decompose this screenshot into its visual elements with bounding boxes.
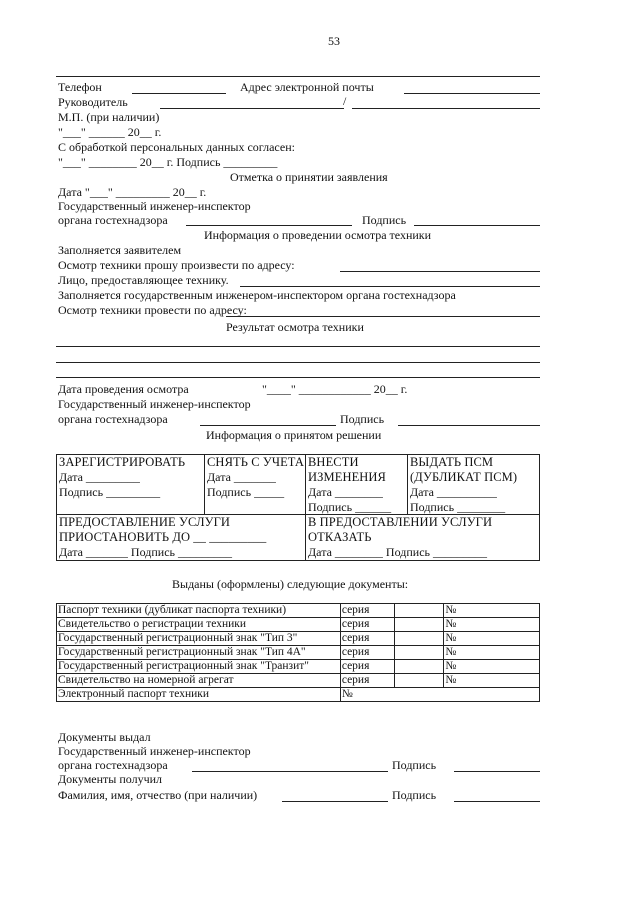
result-inspector-line1: Государственный инженер-инспектор bbox=[58, 397, 251, 411]
received-fio-label: Фамилия, имя, отчество (при наличии) bbox=[58, 788, 258, 802]
table-row bbox=[57, 618, 540, 632]
document-name: Свидетельство на номерной агрегат bbox=[57, 674, 341, 688]
document-series-label: серия bbox=[340, 632, 394, 646]
document-name: Паспорт техники (дубликат паспорта техники) bbox=[57, 604, 341, 618]
duplicate-sign: Подпись ________ bbox=[410, 500, 506, 514]
deregister-title: СНЯТЬ С УЧЕТА bbox=[207, 455, 305, 469]
document-series-field[interactable] bbox=[394, 660, 444, 674]
inspector-fills-note: Заполняется государственным инженером-инспектором органа гостехнадзора bbox=[58, 288, 456, 302]
inspection-address-request-line[interactable] bbox=[340, 271, 540, 272]
result-date-label: Дата проведения осмотра bbox=[58, 382, 189, 396]
decision-deregister-cell[interactable] bbox=[204, 454, 306, 515]
result-line-1[interactable] bbox=[56, 346, 540, 347]
document-name: Государственный регистрационный знак "Тип 4А" bbox=[57, 646, 341, 660]
acceptance-inspector-line[interactable] bbox=[186, 225, 352, 226]
document-series-field[interactable] bbox=[394, 604, 444, 618]
provider-line[interactable] bbox=[240, 286, 540, 287]
decision-amend-cell[interactable] bbox=[305, 454, 408, 515]
page-number: 53 bbox=[328, 34, 340, 48]
document-number-field[interactable]: № bbox=[444, 674, 540, 688]
register-date: Дата _________ bbox=[59, 470, 140, 484]
applicant-fills-note: Заполняется заявителем bbox=[58, 243, 182, 257]
head-sign-line[interactable] bbox=[352, 108, 540, 109]
register-title: ЗАРЕГИСТРИРОВАТЬ bbox=[59, 455, 186, 469]
head-slash: / bbox=[343, 94, 347, 108]
received-signature-line[interactable] bbox=[454, 801, 540, 802]
documents-title: Выданы (оформлены) следующие документы: bbox=[172, 577, 409, 591]
inspection-title: Информация о проведении осмотра техники bbox=[204, 228, 432, 242]
acceptance-signature-label: Подпись bbox=[362, 213, 407, 227]
document-name: Свидетельство о регистрации техники bbox=[57, 618, 341, 632]
document-series-field[interactable] bbox=[394, 646, 444, 660]
consent-date-sign: "___" ________ 20__ г. Подпись _________ bbox=[58, 155, 278, 169]
table-row bbox=[57, 660, 540, 674]
head-name-line[interactable] bbox=[160, 108, 344, 109]
epassport-number-field[interactable]: № bbox=[340, 688, 539, 702]
acceptance-inspector-line2: органа гостехнадзора bbox=[58, 213, 168, 227]
issued-signature-line[interactable] bbox=[454, 771, 540, 772]
acceptance-date: Дата "___" _________ 20__ г. bbox=[58, 185, 207, 199]
result-line-2[interactable] bbox=[56, 362, 540, 363]
document-number-field[interactable]: № bbox=[444, 646, 540, 660]
suspend-title-2: ПРИОСТАНОВИТЬ ДО __ _________ bbox=[59, 530, 267, 544]
issued-signature-label: Подпись bbox=[392, 758, 437, 772]
provider-label: Лицо, предоставляющее технику. bbox=[58, 273, 229, 287]
document-number-field[interactable]: № bbox=[444, 660, 540, 674]
head-label: Руководитель bbox=[58, 95, 128, 109]
phone-label: Телефон bbox=[58, 80, 102, 94]
decision-suspend-cell[interactable] bbox=[56, 514, 306, 561]
inspection-address: Осмотр техники провести по адресу: bbox=[58, 303, 247, 317]
result-title: Результат осмотра техники bbox=[226, 320, 364, 334]
result-signature-line[interactable] bbox=[398, 425, 540, 426]
top-divider bbox=[56, 76, 540, 77]
received-fio-line[interactable] bbox=[282, 801, 388, 802]
decision-title: Информация о принятом решении bbox=[206, 428, 382, 442]
result-inspector-line2: органа гостехнадзора bbox=[58, 412, 168, 426]
received-label: Документы получил bbox=[58, 772, 163, 786]
table-row bbox=[57, 646, 540, 660]
document-series-field[interactable] bbox=[394, 618, 444, 632]
suspend-title-1: ПРЕДОСТАВЛЕНИЕ УСЛУГИ bbox=[59, 515, 231, 529]
amend-date: Дата ________ bbox=[308, 485, 383, 499]
document-series-label: серия bbox=[340, 604, 394, 618]
decision-duplicate-cell[interactable] bbox=[407, 454, 540, 515]
decision-register-cell[interactable] bbox=[56, 454, 205, 515]
email-label: Адрес электронной почты bbox=[240, 80, 374, 94]
email-line[interactable] bbox=[404, 93, 540, 94]
amend-sign: Подпись ______ bbox=[308, 500, 392, 514]
phone-line[interactable] bbox=[132, 93, 226, 94]
decision-refuse-cell[interactable] bbox=[305, 514, 540, 561]
amend-title-2: ИЗМЕНЕНИЯ bbox=[308, 470, 386, 484]
received-signature-label: Подпись bbox=[392, 788, 437, 802]
suspend-date-sign: Дата _______ Подпись _________ bbox=[59, 545, 232, 559]
refuse-title-1: В ПРЕДОСТАВЛЕНИИ УСЛУГИ bbox=[308, 515, 493, 529]
seal-label: М.П. (при наличии) bbox=[58, 110, 160, 124]
document-series-label: серия bbox=[340, 646, 394, 660]
document-series-field[interactable] bbox=[394, 632, 444, 646]
table-row bbox=[57, 604, 540, 618]
inspection-address-line[interactable] bbox=[226, 316, 540, 317]
issued-by-label: Документы выдал bbox=[58, 730, 151, 744]
consent-label: С обработкой персональных данных согласен: bbox=[58, 140, 295, 154]
deregister-date: Дата _______ bbox=[207, 470, 276, 484]
refuse-title-2: ОТКАЗАТЬ bbox=[308, 530, 372, 544]
acceptance-inspector-line1: Государственный инженер-инспектор bbox=[58, 199, 251, 213]
duplicate-title-1: ВЫДАТЬ ПСМ bbox=[410, 455, 494, 469]
deregister-sign: Подпись _____ bbox=[207, 485, 285, 499]
issued-inspector-line2: органа гостехнадзора bbox=[58, 758, 168, 772]
document-series-label: серия bbox=[340, 618, 394, 632]
acceptance-title: Отметка о принятии заявления bbox=[230, 170, 388, 184]
inspection-address-request: Осмотр техники прошу произвести по адресу: bbox=[58, 258, 295, 272]
duplicate-title-2: (ДУБЛИКАТ ПСМ) bbox=[410, 470, 518, 484]
table-row bbox=[57, 632, 540, 646]
document-number-field[interactable]: № bbox=[444, 604, 540, 618]
document-name: Государственный регистрационный знак "Тип 3" bbox=[57, 632, 341, 646]
document-series-field[interactable] bbox=[394, 674, 444, 688]
refuse-date-sign: Дата ________ Подпись _________ bbox=[308, 545, 487, 559]
table-row bbox=[57, 688, 540, 702]
document-number-field[interactable]: № bbox=[444, 632, 540, 646]
document-series-label: серия bbox=[340, 660, 394, 674]
result-line-3[interactable] bbox=[56, 377, 540, 378]
document-number-field[interactable]: № bbox=[444, 618, 540, 632]
result-date-value: "____" ____________ 20__ г. bbox=[262, 382, 408, 396]
contacts-date: "___" ______ 20__ г. bbox=[58, 125, 162, 139]
result-inspector-line[interactable] bbox=[200, 425, 336, 426]
table-row bbox=[57, 674, 540, 688]
duplicate-date: Дата __________ bbox=[410, 485, 497, 499]
register-sign: Подпись _________ bbox=[59, 485, 161, 499]
amend-title-1: ВНЕСТИ bbox=[308, 455, 359, 469]
acceptance-signature-line[interactable] bbox=[414, 225, 540, 226]
result-signature-label: Подпись bbox=[340, 412, 385, 426]
epassport-name: Электронный паспорт техники bbox=[57, 688, 341, 702]
issued-inspector-line[interactable] bbox=[192, 771, 388, 772]
document-series-label: серия bbox=[340, 674, 394, 688]
issued-inspector-line1: Государственный инженер-инспектор bbox=[58, 744, 251, 758]
documents-table bbox=[56, 603, 540, 702]
document-name: Государственный регистрационный знак "Транзит" bbox=[57, 660, 341, 674]
